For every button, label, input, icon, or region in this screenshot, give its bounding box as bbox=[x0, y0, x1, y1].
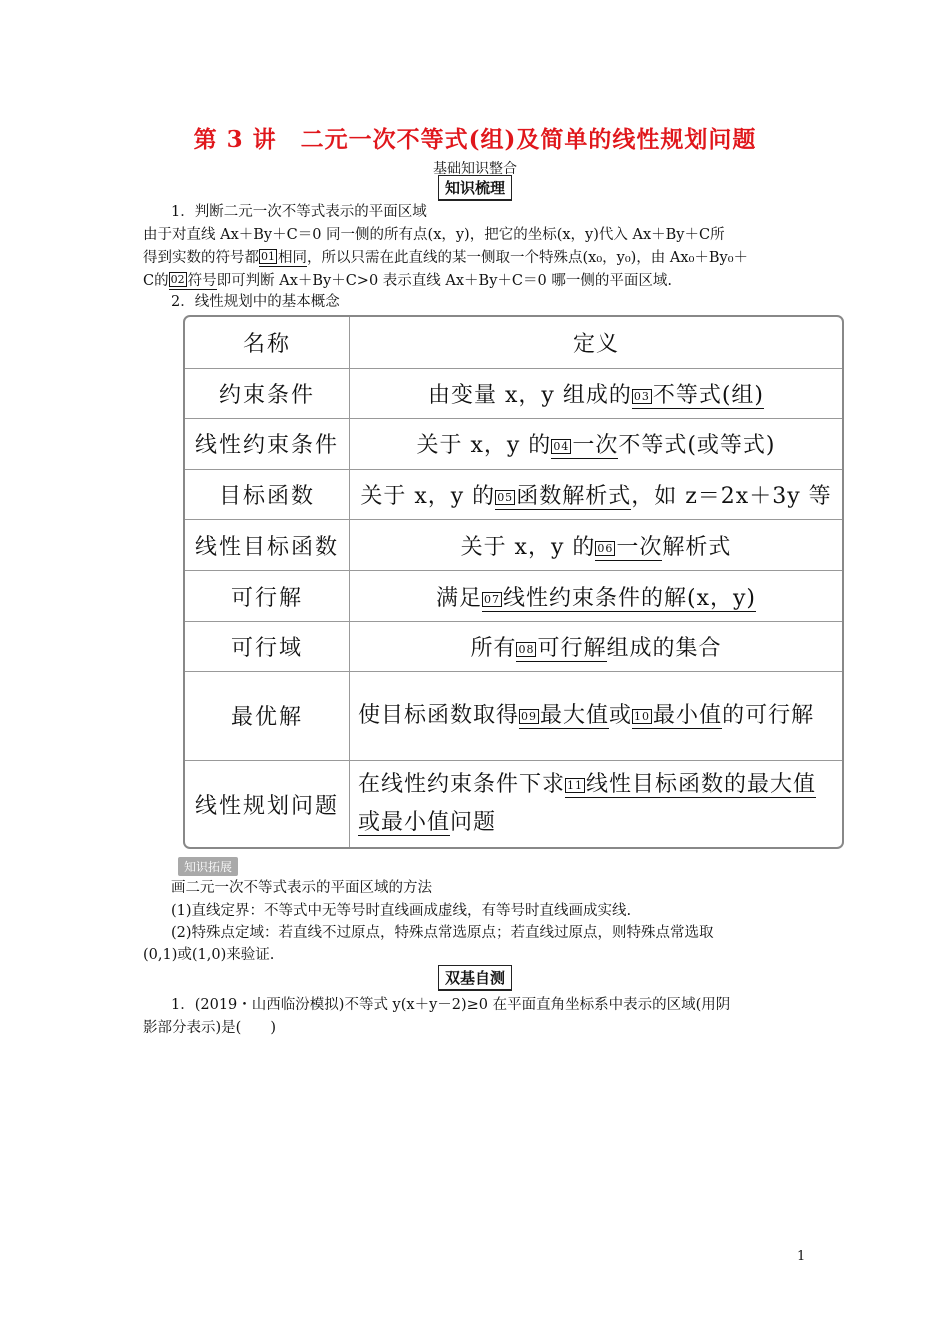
question1-line2: 影部分表示)是( ) bbox=[143, 1020, 276, 1036]
item1-line1: 由于对直线 Ax＋By＋C＝0 同一侧的所有点(x，y)，把它的坐标(x，y)代入 Ax＋By＋C所 bbox=[143, 227, 725, 243]
table-row bbox=[185, 418, 842, 469]
blank-number: 11 bbox=[567, 779, 584, 793]
blank-number: 09 bbox=[521, 709, 538, 723]
concept-table-grid bbox=[185, 317, 842, 847]
table-header-row bbox=[185, 317, 842, 368]
row-definition: 关于 x，y 的 04 一次不等式(或等式) bbox=[350, 418, 843, 469]
ext-line4: (0,1)或(1,0)来验证. bbox=[143, 947, 275, 963]
row-name: 可行解 bbox=[185, 571, 350, 621]
section-heading-selftest bbox=[0, 965, 950, 991]
page-subtitle: 基础知识整合 bbox=[433, 161, 517, 177]
header-definition: 定义 bbox=[350, 317, 843, 368]
table-row bbox=[185, 671, 842, 760]
row-name: 线性目标函数 bbox=[185, 520, 350, 571]
row-definition: 在线性约束条件下求 11 线性目标函数的最大值或最小值问题 bbox=[350, 761, 843, 847]
blank-number: 06 bbox=[597, 541, 614, 555]
blank-number: 10 bbox=[634, 709, 651, 723]
table-row bbox=[185, 761, 842, 847]
item1-heading: 1．判断二元一次不等式表示的平面区域 bbox=[171, 204, 427, 220]
concept-table bbox=[183, 315, 844, 849]
table-row bbox=[185, 470, 842, 520]
blank-01: 01 相同 bbox=[261, 250, 307, 266]
section-heading-label: 双基自测 bbox=[438, 965, 512, 991]
blank-number: 05 bbox=[497, 491, 514, 505]
section-heading-label: 知识梳理 bbox=[438, 175, 512, 201]
item1-line3: C的 02 符号即可判断 Ax＋By＋C>0 表示直线 Ax＋By＋C＝0 哪一侧的平面区域. bbox=[143, 273, 672, 289]
row-definition: 所有 08 可行解组成的集合 bbox=[350, 621, 843, 671]
row-definition: 满足 07 线性约束条件的解(x，y) bbox=[350, 571, 843, 621]
blank-number: 08 bbox=[518, 642, 535, 656]
blank-number: 03 bbox=[633, 389, 650, 403]
row-name: 最优解 bbox=[185, 671, 350, 760]
question1-line1: 1．(2019・山西临汾模拟)不等式 y(x＋y－2)≥0 在平面直角坐标系中表示的区域(用阴 bbox=[171, 997, 731, 1013]
blank-02: 02 符号 bbox=[170, 273, 217, 289]
item2-heading: 2．线性规划中的基本概念 bbox=[171, 294, 340, 310]
row-definition: 由变量 x，y 组成的 03 不等式(组) bbox=[350, 368, 843, 418]
item1-line2: 得到实数的符号都 01 相同，所以只需在此直线的某一侧取一个特殊点(x₀，y₀)，由 Ax₀＋By₀＋ bbox=[143, 250, 749, 266]
row-definition: 关于 x，y 的 06 一次解析式 bbox=[350, 520, 843, 571]
row-definition: 使目标函数取得 09 最大值或 10 最小值的可行解 bbox=[350, 671, 843, 760]
page-title: 第 3 讲 二元一次不等式(组)及简单的线性规划问题 bbox=[193, 126, 757, 153]
ext-line1: 画二元一次不等式表示的平面区域的方法 bbox=[171, 880, 432, 896]
row-name: 线性规划问题 bbox=[185, 761, 350, 847]
page-number: 1 bbox=[797, 1249, 806, 1264]
blank-number: 02 bbox=[170, 273, 185, 286]
section-heading-knowledge bbox=[0, 175, 950, 201]
row-name: 目标函数 bbox=[185, 470, 350, 520]
row-name: 约束条件 bbox=[185, 368, 350, 418]
row-name: 线性约束条件 bbox=[185, 418, 350, 469]
ext-line3: (2)特殊点定域：若直线不过原点，特殊点常选原点；若直线过原点，则特殊点常选取 bbox=[171, 925, 714, 941]
ext-line2: (1)直线定界：不等式中无等号时直线画成虚线，有等号时直线画成实线. bbox=[171, 903, 632, 919]
row-definition: 关于 x，y 的 05 函数解析式，如 z＝2x＋3y 等 bbox=[350, 470, 843, 520]
table-row bbox=[185, 621, 842, 671]
header-name: 名称 bbox=[185, 317, 350, 368]
extension-tag: 知识拓展 bbox=[178, 857, 238, 876]
blank-number: 07 bbox=[484, 592, 500, 606]
blank-number: 04 bbox=[553, 440, 570, 454]
table-row bbox=[185, 520, 842, 571]
row-name: 可行域 bbox=[185, 621, 350, 671]
table-row bbox=[185, 368, 842, 418]
blank-number: 01 bbox=[261, 250, 275, 263]
table-row bbox=[185, 571, 842, 621]
